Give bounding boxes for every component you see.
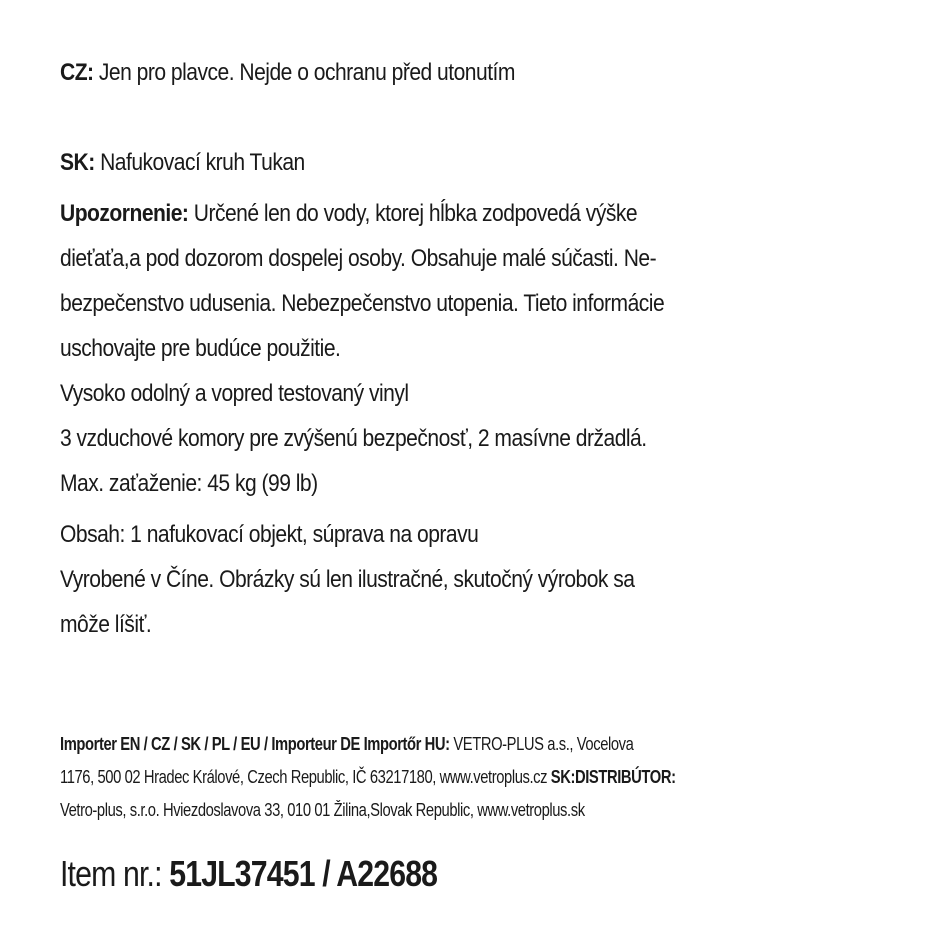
sk-detail-origin-2: môže líšiť.	[60, 611, 152, 638]
sk-warning-label: Upozornenie:	[60, 200, 189, 227]
item-number-value: 51JL37451 / A22688	[169, 853, 438, 894]
cz-notice	[60, 56, 515, 90]
item-number	[60, 852, 437, 896]
distributor-label: SK:DISTRIBÚTOR:	[550, 767, 676, 787]
sk-detail-max-load: Max. zaťaženie: 45 kg (99 lb)	[60, 470, 318, 497]
sk-label: SK:	[60, 149, 95, 176]
sk-detail-material: Vysoko odolný a vopred testovaný vinyl	[60, 380, 409, 407]
sk-warning-line-1	[60, 197, 637, 231]
item-number-label: Item nr.:	[60, 853, 170, 894]
sk-warning-line-3: bezpečenstvo udusenia. Nebezpečenstvo utopenia. Tieto informácie	[60, 290, 665, 317]
sk-warning-text-1: Určené len do vody, ktorej hĺbka zodpovedá výške	[188, 200, 638, 227]
sk-detail-origin-1: Vyrobené v Číne. Obrázky sú len ilustračné, skutočný výrobok sa	[60, 566, 635, 593]
importer-line-2	[60, 764, 676, 790]
cz-label: CZ:	[60, 59, 94, 86]
importer-text-2: 1176, 500 02 Hradec Králové, Czech Republic, IČ 63217180, www.vetroplus.cz	[60, 767, 551, 787]
importer-line-1	[60, 731, 633, 757]
sk-warning-line-4: uschovajte pre budúce použitie.	[60, 335, 341, 362]
sk-warning-line-2: dieťaťa,a pod dozorom dospelej osoby. Obsahuje malé súčasti. Ne-	[60, 245, 657, 272]
sk-detail-chambers: 3 vzduchové komory pre zvýšenú bezpečnosť, 2 masívne držadlá.	[60, 425, 647, 452]
cz-text: Jen pro plavce. Nejde o ochranu před utonutím	[93, 59, 515, 86]
importer-line-3: Vetro-plus, s.r.o. Hviezdoslavova 33, 010 01 Žilina,Slovak Republic, www.vetroplus.sk	[60, 800, 585, 820]
importer-label: Importer EN / CZ / SK / PL / EU / Importeur DE Importőr HU:	[60, 734, 450, 754]
sk-product-line	[60, 146, 305, 180]
sk-detail-contents: Obsah: 1 nafukovací objekt, súprava na opravu	[60, 521, 479, 548]
sk-product-name: Nafukovací kruh Tukan	[94, 149, 305, 176]
importer-text-1: VETRO-PLUS a.s., Vocelova	[449, 734, 634, 754]
